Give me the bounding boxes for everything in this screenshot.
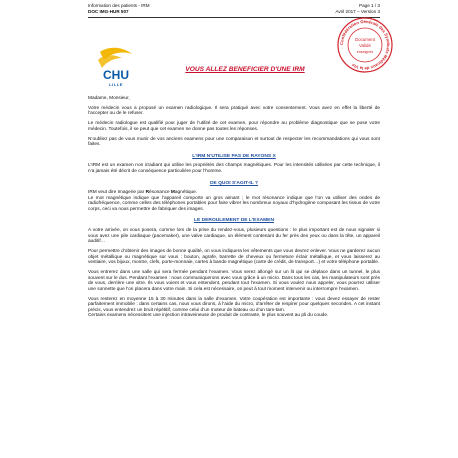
logo-yellow-swoosh-2 xyxy=(98,55,122,68)
definition-letter-m: M xyxy=(170,190,175,196)
validation-stamp xyxy=(336,16,394,74)
definition-word-magnetique: agnétique. xyxy=(174,190,198,196)
definition-word-resonance: ésonance xyxy=(149,190,171,196)
header-left xyxy=(88,3,150,15)
definition-prefix: IRM veut dire Imagerie par xyxy=(88,190,146,196)
stamp-center-line3: enseignés xyxy=(356,50,374,54)
header-version: Avril 2017 – Version 3 xyxy=(335,9,380,14)
section-heading-no-xray: L'IRM N'UTILISE PAS DE RAYONS X xyxy=(192,153,276,159)
procedure-paragraph-1: A votre arrivée, on vous posera, comme lors de la prise du rendez-vous, plusieurs questions : le plus important est de nous signaler si vous avez une pile cardiaque (pacemaker), une valve cardiaque, un élément contenant du fer près des yeux ou dans la tête, un appareil auditif… xyxy=(88,228,380,245)
document-body xyxy=(88,96,380,323)
definition-letter-r: R xyxy=(145,190,149,196)
section-heading-what-is-it: DE QUOI S'AGIT-IL ? xyxy=(209,180,259,186)
greeting: Madame, Monsieur, xyxy=(88,96,130,101)
stamp-center-line2: Validé xyxy=(359,43,371,48)
intro-paragraph-2: Le médecin radiologue est qualifié pour juger de l’utilité de cet examen, pour répondre au problème diagnostique que se pose votre médecin. Toutefois, il se peut que cet examen ne donne pas toutes les réponses. xyxy=(88,121,380,132)
header-doc-id: DOC IMG-HUR 507 xyxy=(88,9,129,14)
header-info: Information des patients - IRM xyxy=(88,3,150,8)
procedure-paragraph-4: Vous resterez en moyenne 15 à 30 minutes dans la salle d’examen. Votre coopération est importante : vous devez essayer de rester parfaitement immobile : dans certains cas, nous vous dirons, à l’aide du micro, d’arrêter de respirer pour quelques secondes. A cet instant précis, vous entendrez un bruit répétitif, comme celui d’un moteur de bateau ou d’un tam-tam. xyxy=(88,296,380,313)
procedure-paragraph-3: Vous entrerez dans une salle qui sera fermée pendant l’examen. Vous serez allongé sur un lit qui se déplace dans un tunnel, le plus souvent sur le dos. Pendant l’examen : nous communiquerons avec vous grâce à un micro. Dans tous les cas, les manipulateurs sont près de vous, derrière une vitre. Ils vous voient et vous entendent, pendant tout l’examen. Si vous voulez nous appeler, vous pourrez utiliser une sonnette que l’on placera dans votre main. Si cela est nécessaire, on peut à tout moment intervenir ou interrompre l’examen. xyxy=(88,270,380,292)
procedure-paragraph-5: Certains examens nécessitent une injection intraveineuse de produit de contraste, le plus souvent au pli du coude. xyxy=(88,313,329,319)
stamp-ring-text: Confédération Générale des Syndicats Médicaux de la Vie xyxy=(338,18,392,72)
procedure-paragraph-2: Pour permettre d’obtenir des images de bonne qualité, on vous indiquera les vêtements que vous devrez enlever. Vous ne garderez aucun objet métallique ou magnétique sur vous : bouton, agrafe, barrette de cheveux ou fermeture éclair métallique, et vous laisserez au vestiaire, vos bijoux, montre, clefs, porte-monnaie, cartes à bande magnétique (carte de crédit, de transport…) et votre téléphone portable. xyxy=(88,249,380,266)
stamp-center-line1: Document xyxy=(354,37,376,42)
document-title: VOUS ALLEZ BENEFICIER D'UNE IRM xyxy=(185,66,305,73)
section-heading-procedure: LE DEROULEMENT DE L'EXAMEN xyxy=(194,218,274,224)
logo-subtext: LILLE xyxy=(108,82,124,87)
section-what-is-it-text: Le mot magnétique indique que l’appareil comporte un gros aimant ; le mot résonance indique que l’on va utiliser des ondes de radiofréquence, comme celles des téléphones portables pour faire vibrer les nombreux noyaux d’hydrogène composant les tissus de votre corps, ceci va nous permettre de fabriquer des images. xyxy=(88,195,380,212)
section-no-xray-text: L’IRM est un examen non irradiant qui utilise les propriétés des champs magnétiques. Pour les intensités utilisées par cette technique, il n’a jamais été décrit de conséquence particulière pour l’homme. xyxy=(88,163,380,174)
chu-lille-logo xyxy=(96,46,136,90)
intro-paragraph-1: Votre médecin vous a proposé un examen radiologique. Il sera pratiqué avec votre consentement. Vous avez en effet la liberté de l’accepter ou de le refuser. xyxy=(88,105,380,117)
logo-text: CHU xyxy=(103,68,129,82)
header-page-number: Page 1 / 3 xyxy=(359,3,380,8)
intro-paragraph-3: N’oubliez pas de vous munir de vos anciens examens pour une comparaison et surtout de respecter les recommandations qui vous sont faites. xyxy=(88,136,380,148)
header-right xyxy=(300,3,380,15)
